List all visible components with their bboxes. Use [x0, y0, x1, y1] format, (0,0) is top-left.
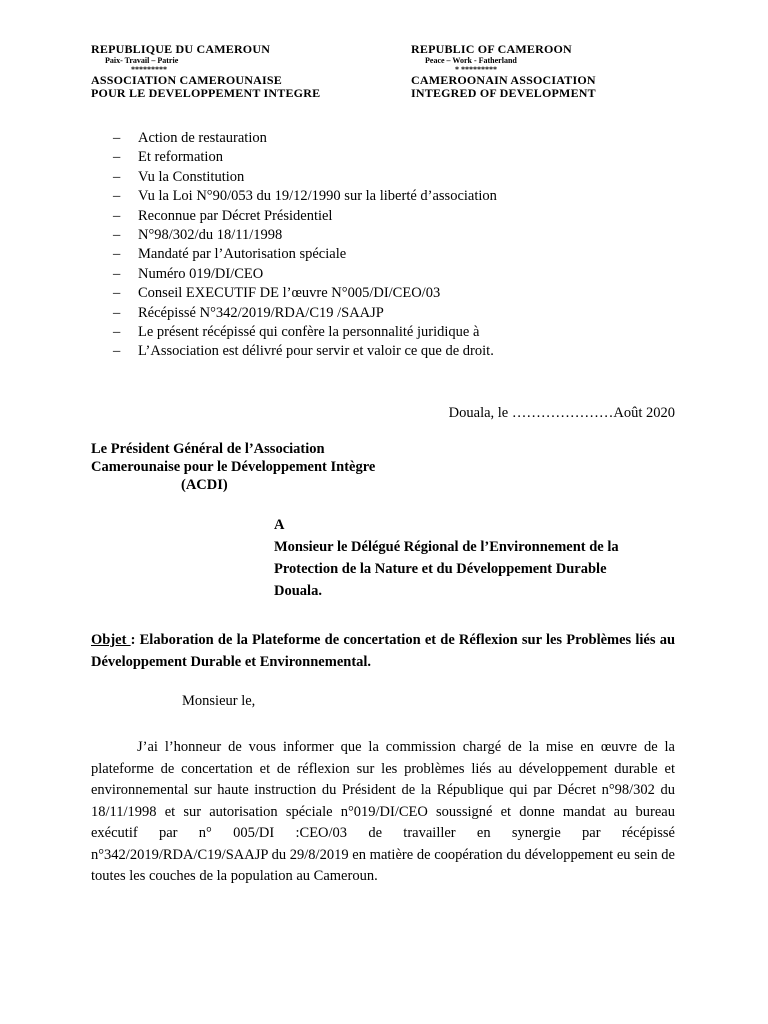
dash-bullet: –: [113, 343, 121, 360]
list-item-text: Reconnue par Décret Présidentiel: [138, 207, 333, 224]
list-item: [113, 226, 497, 245]
date-line: Douala, le …………………Août 2020: [448, 405, 675, 421]
list-item: [113, 187, 497, 206]
list-item-text: L’Association est délivré pour servir et valoir ce que de droit.: [138, 343, 494, 360]
list-item: [113, 168, 497, 187]
list-item: [113, 304, 497, 323]
list-item: [113, 245, 497, 264]
motto-en: Peace – Work - Fatherland: [425, 56, 517, 65]
list-item-text: Mandaté par l’Autorisation spéciale: [138, 246, 347, 263]
dash-bullet: –: [113, 130, 121, 146]
salutation: Monsieur le,: [182, 693, 256, 709]
body-paragraph: J’ai l’honneur de vous informer que la commission chargé de la mise en œuvre de la plateforme de concertation et de réflexion sur les problèmes liés au développement durable et environnemental sur haute instruction du Président de la République qui par Décret n°98/302 du 18/11/1998 et sur autorisation spéciale n°019/DI/CEO soussigné et donne mandat au bureau exécutif par n° 005/DI :CEO/03 de travailler en synergie par récépissé n°342/2019/RDA/C19/SAAJP du 29/8/2019 en matière de coopération du développement eu sein de toutes les couches de la population au Cameroun.: [91, 739, 675, 884]
stars-en: * *********: [455, 65, 497, 74]
sender-line-2: Camerounaise pour le Développement Intègre: [91, 459, 376, 475]
list-item: [113, 148, 497, 167]
list-item: [113, 207, 497, 226]
country-name-fr: REPUBLIQUE DU CAMEROUN: [91, 42, 271, 56]
sender-acronym: (ACDI): [181, 477, 228, 493]
list-item-text: N°98/302/du 18/11/1998: [138, 227, 283, 244]
list-item: [113, 265, 497, 284]
list-item-text: Numéro 019/DI/CEO: [138, 265, 264, 282]
sender-block: [91, 440, 375, 494]
dash-bullet: –: [113, 227, 121, 244]
list-item-text: Et reformation: [138, 149, 223, 166]
list-item: [113, 129, 497, 148]
letterhead-english: [411, 43, 691, 100]
recipient-line-2: Protection de la Nature et du Développement Durable: [274, 561, 607, 577]
dash-bullet: –: [113, 265, 121, 282]
letterhead-french: [91, 43, 391, 100]
country-name-en: REPUBLIC OF CAMEROON: [411, 42, 572, 56]
dash-bullet: –: [113, 285, 121, 302]
list-item-text: Vu la Constitution: [138, 168, 245, 185]
subject-text: : Elaboration de la Plateforme de concertation et de Réflexion sur les Problèmes liés au Développement Durable et Environnemental.: [91, 632, 676, 670]
recipient-line-1: Monsieur le Délégué Régional de l’Environnement de la: [274, 539, 619, 555]
dash-bullet: –: [113, 149, 121, 166]
association-name-fr-2: POUR LE DEVELOPPEMENT INTEGRE: [91, 86, 321, 100]
sender-line-1: Le Président Général de l’Association: [91, 441, 325, 457]
subject-line: [91, 629, 675, 673]
motto-fr: Paix- Travail – Patrie: [105, 56, 179, 65]
legal-references-list: [113, 129, 497, 362]
list-item-text: Le présent récépissé qui confère la personnalité juridique à: [138, 324, 480, 341]
subject-label: Objet: [91, 632, 131, 648]
dash-bullet: –: [113, 207, 121, 224]
dash-bullet: –: [113, 304, 121, 321]
dash-bullet: –: [113, 188, 121, 205]
association-name-en-2: INTEGRED OF DEVELOPMENT: [411, 86, 596, 100]
list-item: [113, 323, 497, 342]
list-item-text: Récépissé N°342/2019/RDA/C19 /SAAJP: [138, 304, 384, 321]
dash-bullet: –: [113, 168, 121, 185]
list-item-text: Action de restauration: [138, 130, 267, 146]
dash-bullet: –: [113, 324, 121, 341]
list-item-text: Vu la Loi N°90/053 du 19/12/1990 sur la liberté d’association: [138, 188, 497, 205]
stars-fr: *********: [131, 65, 167, 74]
dash-bullet: –: [113, 246, 121, 263]
recipient-block: [274, 514, 674, 602]
recipient-a: A: [274, 517, 285, 533]
association-name-fr-1: ASSOCIATION CAMEROUNAISE: [91, 73, 282, 87]
recipient-line-3: Douala.: [274, 583, 322, 599]
list-item: [113, 284, 497, 303]
list-item-text: Conseil EXECUTIF DE l’œuvre N°005/DI/CEO/03: [138, 285, 441, 302]
association-name-en-1: CAMEROONAIN ASSOCIATION: [411, 73, 596, 87]
list-item: [113, 342, 497, 361]
